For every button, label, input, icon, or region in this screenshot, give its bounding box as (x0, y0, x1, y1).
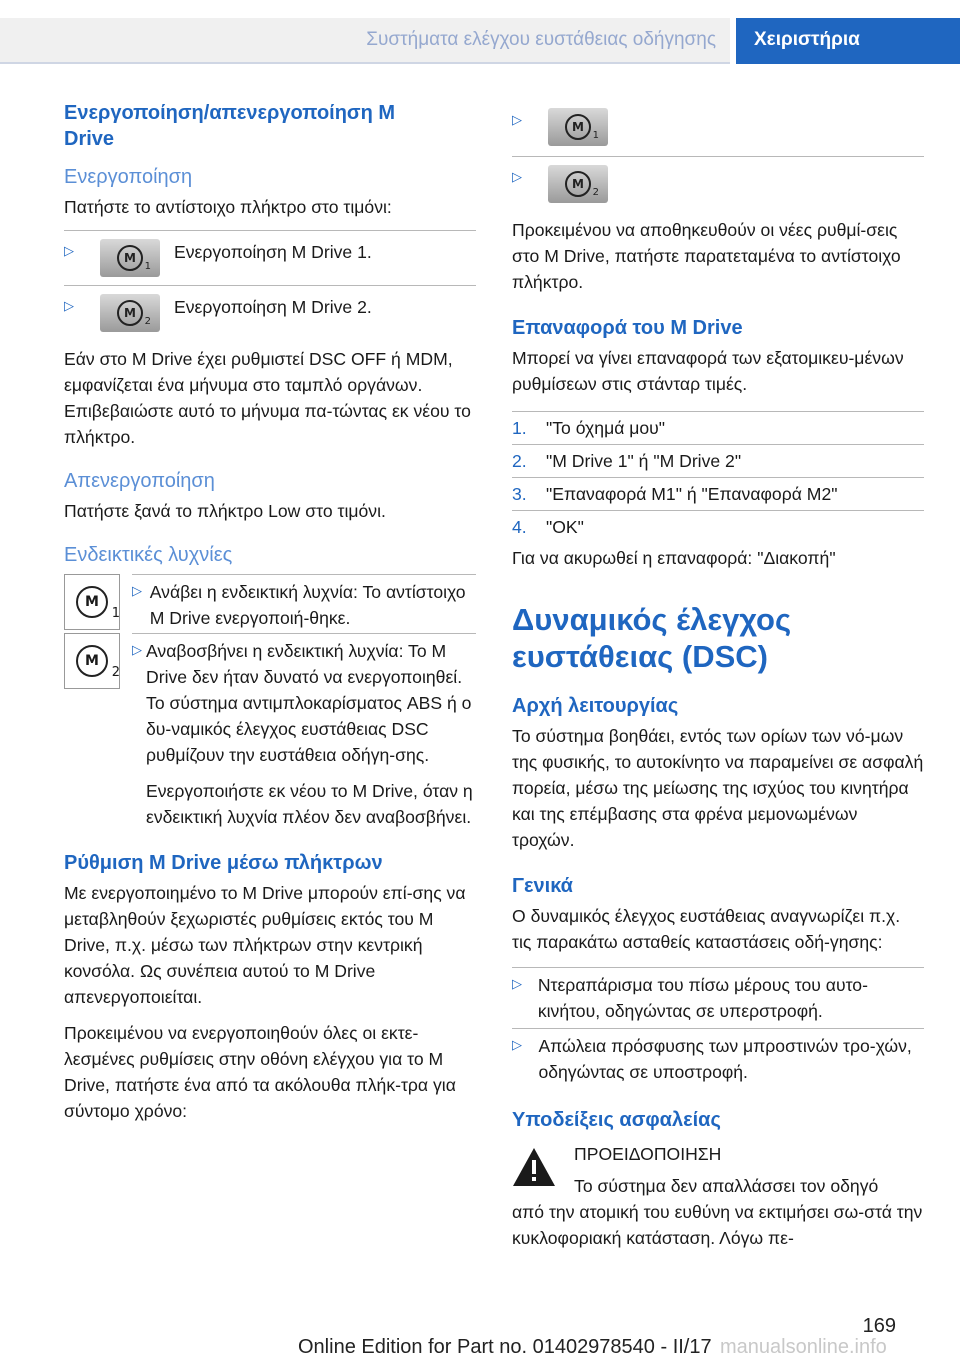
lamp-row-1 (64, 574, 476, 631)
dsc-note: Εάν στο M Drive έχει ρυθμιστεί DSC OFF ή MDM, εμφανίζεται ένα μήνυμα στο ταμπλό οργάνων. Επιβεβαιώστε αυτό το μήνυμα πα-τώντας εκ νέου το πλήκτρο. (64, 349, 471, 447)
list-item: 3. "Επαναφορά M1" ή "Επαναφορά M2" (512, 484, 838, 504)
m1-button-icon: M 1 (548, 108, 608, 146)
m2-indicator-lamp-icon: M 2 (64, 633, 120, 689)
heading-principle: Αρχή λειτουργίας (512, 695, 679, 717)
triangle-bullet-icon: ▷ (132, 642, 142, 657)
header-chapter-tab (736, 18, 960, 64)
lamp1-text: Ανάβει η ενδεικτική λυχνία: Το αντίστοιχο M Drive ενεργοποιή-θηκε. (149, 582, 466, 628)
save-text: Προκειμένου να αποθηκευθούν οι νέες ρυθμί-σεις στο M Drive, πατήστε παρατεταμένα το αντίστοιχο πλήκτρο. (512, 220, 901, 292)
triangle-bullet-icon: ▷ (64, 243, 74, 258)
header-chapter-title: Χειριστήρια (754, 29, 860, 50)
list-item: 4. "OK" (512, 517, 584, 537)
reset-steps-list (512, 411, 924, 543)
heading-dsc: Δυναμικός έλεγχος ευστάθειας (DSC) (512, 602, 792, 674)
lamp-row-2 (64, 633, 476, 830)
heading-deactivate: Απενεργοποίηση (64, 470, 215, 492)
heading-activate: Ενεργοποίηση (64, 166, 193, 188)
warning-block (512, 1141, 924, 1199)
page-number: 169 (862, 1315, 896, 1337)
list-item: 2. "M Drive 1" ή "M Drive 2" (512, 451, 742, 471)
warning-label: ΠΡΟΕΙΔΟΠΟΙΗΣΗ (574, 1144, 722, 1164)
settings-text-2: Προκειμένου να ενεργοποιηθούν όλες οι εκτε-λεσμένες ρυθμίσεις στην οθόνη ελέγχου για το M Drive, πατήστε ένα από τα ακόλουθα πλήκ-τρα για σύντομο χρόνο: (64, 1023, 456, 1121)
heading-reset-m-drive: Επαναφορά του M Drive (512, 317, 743, 339)
triangle-bullet-icon: ▷ (512, 976, 522, 991)
header-section-bar (0, 18, 730, 64)
heading-safety-notes: Υποδείξεις ασφαλείας (512, 1109, 721, 1131)
site-watermark: manualsonline.info (720, 1336, 887, 1358)
principle-text: Το σύστημα βοηθάει, εντός των ορίων των νό-μων της φυσικής, το αυτοκίνητο να παραμείνει σε ασφαλή πορεία, μέσω της μείωσης της ισχύος του κινητήρα και της επέμβασης στα φρένα μεμονωμένων τροχών. (512, 726, 924, 850)
cancel-text: Για να ακυρωθεί η επαναφορά: "Διακοπή" (512, 548, 836, 568)
list-item (512, 157, 924, 213)
heading-settings-via-buttons: Ρύθμιση M Drive μέσω πλήκτρων (64, 852, 383, 874)
btn1-label: Ενεργοποίηση M Drive 1. (174, 242, 372, 262)
warning-triangle-icon (512, 1147, 556, 1187)
heading-indicator-lamps: Ενδεικτικές λυχνίες (64, 544, 233, 566)
page-header (0, 0, 960, 62)
reset-text: Μπορεί να γίνει επαναφορά των εξατομικευ-μένων ρυθμίσεων στις στάνταρ τιμές. (512, 348, 904, 394)
btn2-label: Ενεργοποίηση M Drive 2. (174, 297, 372, 317)
deactivate-text: Πατήστε ξανά το πλήκτρο Low στο τιμόνι. (64, 501, 386, 521)
warning-text-2: από την ατομική του ευθύνη να εκτιμήσει σω-στά την κυκλοφοριακή κατάσταση. Λόγω πε- (512, 1202, 923, 1248)
list-item: 1. "Το όχημά μου" (512, 418, 666, 438)
triangle-bullet-icon: ▷ (512, 112, 522, 127)
m1-indicator-lamp-icon: M 1 (64, 574, 120, 630)
triangle-bullet-icon: ▷ (64, 298, 74, 313)
list-item: ▷ Ντεραπάρισμα του πίσω μέρους του αυτο-κινήτου, οδηγώντας σε υπερστροφή. (512, 968, 924, 1028)
m2-button-icon: M 2 (548, 165, 608, 203)
list-item: ▷ Απώλεια πρόσφυσης των μπροστινών τρο-χών, οδηγώντας σε υποστροφή. (512, 1029, 924, 1089)
heading-activate-deactivate: Ενεργοποίηση/απενεργοποίηση M Drive (64, 102, 396, 150)
settings-text-1: Με ενεργοποιημένο το M Drive μπορούν επί-σης να μεταβληθούν ξεχωριστές ρυθμίσεις εκτός του M Drive, π.χ. μέσω των πλήκτρων στην κεντρική κονσόλα. Ως συνέπεια αυτού το M Drive απενεργοποιείται. (64, 883, 466, 1007)
right-column (512, 100, 924, 1251)
list-item (64, 286, 476, 340)
list-item (512, 100, 924, 156)
list-item (64, 231, 476, 285)
left-column (64, 100, 476, 1124)
instability-list (512, 967, 924, 1089)
activate-text: Πατήστε το αντίστοιχο πλήκτρο στο τιμόνι: (64, 197, 392, 217)
m2-button-icon: M 2 (100, 294, 160, 332)
lamp2-text-2: Ενεργοποιήστε εκ νέου το M Drive, όταν η ενδεικτική λυχνία πλέον δεν αναβοσβήνει. (146, 781, 473, 827)
general-text: Ο δυναμικός έλεγχος ευστάθειας αναγνωρίζει π.χ. τις παρακάτω ασταθείς καταστάσεις οδή-γησης: (512, 906, 901, 952)
heading-general: Γενικά (512, 875, 573, 897)
triangle-bullet-icon: ▷ (512, 169, 522, 184)
edition-footer: Online Edition for Part no. 01402978540 - II/17 (298, 1336, 712, 1358)
triangle-bullet-icon: ▷ (132, 583, 142, 598)
m1-button-icon: M 1 (100, 239, 160, 277)
lamp2-text: Αναβοσβήνει η ενδεικτική λυχνία: Το M Drive δεν ήταν δυνατό να ενεργοποιηθεί. Το σύστημα αντιμπλοκαρίσματος ABS ή ο δυ-ναμικός έλεγχος ευστάθειας DSC ρυθμίζουν την ευστάθεια οδήγη-σης. (146, 641, 472, 765)
warning-text-1: Το σύστημα δεν απαλλάσσει τον οδηγό (574, 1176, 879, 1196)
triangle-bullet-icon: ▷ (512, 1037, 522, 1052)
header-section-title: Συστήματα ελέγχου ευστάθειας οδήγησης (366, 29, 716, 50)
